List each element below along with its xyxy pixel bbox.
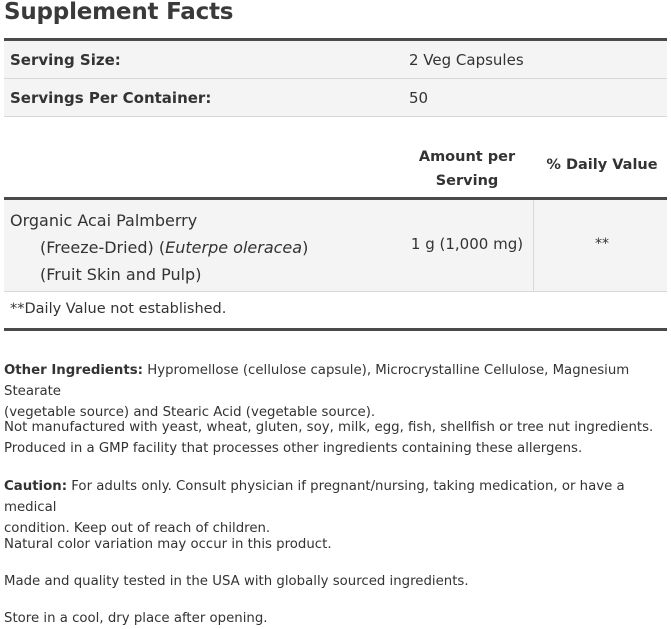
storage-note: Store in a cool, dry place after opening. [4,611,268,626]
supplement-facts-table [4,38,667,331]
other-ingredients-label: Other Ingredients: [4,363,143,378]
caution-label: Caution: [4,479,68,494]
daily-value-header: % Daily Value [546,157,658,173]
serving-size-row [4,41,667,78]
page-title: Supplement Facts [4,0,234,25]
ingredient-row [4,200,667,291]
bottom-rule [4,328,667,331]
servings-per-container-row [4,79,667,116]
table-header-row [4,139,667,197]
ingredient-name: Organic Acai Palmberry (Freeze-Dried) (Euterpe oleracea) (Fruit Skin and Pulp) [10,211,309,284]
caution-statement: Caution: For adults only. Consult physician if pregnant/nursing, taking medication, or have a medical condition. Keep out of reach of children. [4,479,625,536]
color-variation-note: Natural color variation may occur in this product. [4,537,332,552]
ingredient-amount: 1 g (1,000 mg) [410,235,524,253]
amount-per-serving-header: Amount per Serving [418,149,516,189]
other-ingredients: Other Ingredients: Hypromellose (cellulose capsule), Microcrystalline Cellulose, Magnesium Stearate (vegetable source) and Stearic Acid (vegetable source). [4,363,630,420]
column-divider [533,200,534,291]
made-in-usa-note: Made and quality tested in the USA with globally sourced ingredients. [4,574,469,589]
botanical-name: Euterpe oleracea [165,238,303,257]
servings-per-container-label: Servings Per Container: [10,89,212,107]
serving-size-value: 2 Veg Capsules [409,51,524,69]
servings-per-container-value: 50 [409,89,429,107]
allergen-statement: Not manufactured with yeast, wheat, gluten, soy, milk, egg, fish, shellfish or tree nut ingredients. Produced in a GMP facility that processes other ingredients containing these allergens. [4,420,654,456]
ingredient-daily-value: ** [595,236,609,252]
daily-value-footnote: **Daily Value not established. [10,301,227,317]
footnote-row [4,292,667,328]
serving-size-label: Serving Size: [10,51,121,69]
